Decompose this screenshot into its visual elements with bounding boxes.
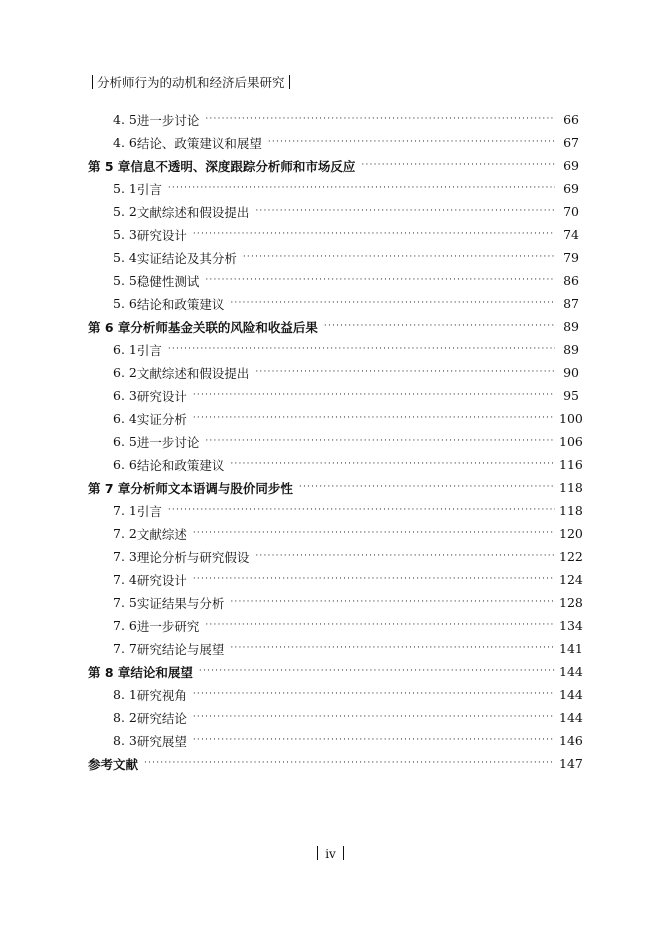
toc-section-entry[interactable] [88,223,579,246]
toc-section-entry[interactable] [88,499,583,522]
toc-entry-page: 128 [559,595,583,610]
toc-section-entry[interactable] [88,384,579,407]
toc-section-entry[interactable] [88,131,579,154]
toc-section-entry[interactable] [88,683,583,706]
dot-leader [361,154,555,177]
toc-entry-title: 引言 [136,342,162,358]
dot-leader [255,545,555,568]
dot-leader [255,361,555,384]
toc-section-entry[interactable] [88,706,583,729]
toc-entry-title: 研究设计 [136,227,187,243]
toc-entry-title: 结论和政策建议 [136,296,225,312]
toc-entry-number: 7. 4 [113,572,137,587]
toc-entry-number: 第 7 章 [88,480,131,496]
toc-section-entry[interactable] [88,430,583,453]
page-number: iv [325,847,336,861]
toc-entry-title: 文献综述和假设提出 [136,204,250,220]
toc-entry-page: 146 [559,733,583,748]
dot-leader [193,729,555,752]
toc-section-entry[interactable] [88,361,579,384]
toc-entry-title: 文献综述 [136,526,187,542]
toc-section-entry[interactable] [88,338,579,361]
dot-leader [193,384,555,407]
dot-leader [230,292,555,315]
running-title: 分析师行为的动机和经济后果研究 [97,75,285,90]
dot-leader [299,476,555,499]
toc-entry-page: 144 [559,664,583,679]
toc-entry-title: 进一步讨论 [136,434,200,450]
toc-entry-title: 实证分析 [136,411,187,427]
toc-entry-page: 66 [563,112,579,127]
dot-leader [268,131,555,154]
toc-entry-title: 文献综述和假设提出 [136,365,250,381]
toc-entry-title: 研究结论 [136,710,187,726]
toc-entry-title: 进一步研究 [136,618,200,634]
toc-entry-number: 7. 2 [113,526,137,541]
dot-leader [230,591,555,614]
toc-entry-page: 87 [563,296,579,311]
header-left-rule [92,75,93,89]
toc-entry-page: 118 [559,480,583,495]
toc-entry-title: 研究设计 [136,388,187,404]
dot-leader [193,706,555,729]
toc-entry-number: 6. 4 [113,411,137,426]
toc-entry-page: 106 [559,434,583,449]
toc-entry-number: 6. 1 [113,342,137,357]
toc-entry-number: 8. 2 [113,710,137,725]
toc-entry-title: 研究视角 [136,687,187,703]
toc-entry-page: 74 [563,227,579,242]
toc-entry-page: 100 [559,411,583,426]
toc-entry-page: 90 [563,365,579,380]
toc-section-entry[interactable] [88,246,579,269]
toc-entry-page: 147 [559,756,583,771]
toc-entry-number: 5. 5 [113,273,137,288]
toc-entry-number: 7. 3 [113,549,137,564]
toc-entry-page: 69 [563,158,579,173]
table-of-contents [88,108,583,775]
dot-leader [168,338,555,361]
toc-entry-page: 69 [563,181,579,196]
toc-entry-page: 122 [559,549,583,564]
toc-section-entry[interactable] [88,453,583,476]
toc-entry-title: 分析师基金关联的风险和收益后果 [130,319,318,335]
dot-leader [205,614,555,637]
toc-section-entry[interactable] [88,200,579,223]
toc-entry-page: 79 [563,250,579,265]
toc-chapter-entry[interactable] [88,315,579,338]
toc-entry-title: 实证结果与分析 [136,595,225,611]
toc-section-entry[interactable] [88,269,579,292]
toc-chapter-entry[interactable] [88,752,583,775]
footer-left-rule [317,846,318,860]
toc-section-entry[interactable] [88,614,583,637]
toc-entry-page: 144 [559,687,583,702]
toc-section-entry[interactable] [88,177,579,200]
toc-entry-number: 6. 6 [113,457,137,472]
dot-leader [324,315,555,338]
toc-entry-number: 8. 3 [113,733,137,748]
dot-leader [193,407,555,430]
toc-entry-page: 141 [559,641,583,656]
toc-entry-title: 引言 [136,503,162,519]
toc-entry-number: 第 5 章 [88,158,131,174]
toc-entry-number: 7. 6 [113,618,137,633]
toc-entry-number: 8. 1 [113,687,137,702]
toc-entry-title: 结论和展望 [130,664,193,680]
toc-entry-number: 第 6 章 [88,319,131,335]
toc-chapter-entry[interactable] [88,154,579,177]
running-header [88,73,294,91]
toc-entry-title: 研究设计 [136,572,187,588]
dot-leader [230,453,555,476]
dot-leader [193,223,555,246]
toc-entry-number: 7. 1 [113,503,137,518]
toc-section-entry[interactable] [88,108,579,131]
toc-entry-number: 4. 6 [113,135,137,150]
toc-entry-page: 86 [563,273,579,288]
toc-entry-number: 6. 3 [113,388,137,403]
toc-section-entry[interactable] [88,292,579,315]
dot-leader [199,660,555,683]
toc-section-entry[interactable] [88,637,583,660]
toc-entry-number: 第 8 章 [88,664,131,680]
toc-entry-title: 研究结论与展望 [136,641,225,657]
toc-entry-number: 6. 5 [113,434,137,449]
toc-section-entry[interactable] [88,545,583,568]
footer-right-rule [343,846,344,860]
dot-leader [193,568,555,591]
toc-entry-title: 稳健性测试 [136,273,200,289]
toc-entry-page: 144 [559,710,583,725]
toc-entry-title: 分析师文本语调与股价同步性 [130,480,293,496]
toc-entry-page: 95 [563,388,579,403]
toc-entry-page: 134 [559,618,583,633]
toc-entry-page: 120 [559,526,583,541]
dot-leader [144,752,555,775]
toc-section-entry[interactable] [88,591,583,614]
toc-entry-number: 5. 1 [113,181,137,196]
dot-leader [205,430,555,453]
dot-leader [243,246,555,269]
toc-entry-title: 实证结论及其分析 [136,250,237,266]
page-footer [0,846,661,861]
toc-entry-page: 89 [563,319,579,334]
dot-leader [168,177,555,200]
toc-entry-title: 参考文献 [88,756,139,772]
toc-entry-number: 4. 5 [113,112,137,127]
toc-section-entry[interactable] [88,568,583,591]
toc-entry-title: 信息不透明、深度跟踪分析师和市场反应 [130,158,356,174]
toc-section-entry[interactable] [88,522,583,545]
toc-entry-number: 5. 2 [113,204,137,219]
toc-entry-title: 结论、政策建议和展望 [136,135,262,151]
toc-entry-page: 124 [559,572,583,587]
toc-entry-number: 5. 3 [113,227,137,242]
toc-entry-page: 118 [559,503,583,518]
toc-entry-title: 引言 [136,181,162,197]
toc-entry-page: 67 [563,135,579,150]
toc-entry-page: 70 [563,204,579,219]
toc-chapter-entry[interactable] [88,660,583,683]
toc-entry-title: 理论分析与研究假设 [136,549,250,565]
toc-entry-page: 89 [563,342,579,357]
dot-leader [205,108,555,131]
toc-entry-page: 116 [559,457,583,472]
dot-leader [168,499,555,522]
toc-entry-number: 5. 4 [113,250,137,265]
toc-entry-number: 5. 6 [113,296,137,311]
toc-entry-title: 进一步讨论 [136,112,200,128]
dot-leader [205,269,555,292]
toc-entry-number: 6. 2 [113,365,137,380]
toc-section-entry[interactable] [88,407,583,430]
header-right-rule [289,75,290,89]
toc-entry-title: 研究展望 [136,733,187,749]
toc-entry-number: 7. 7 [113,641,137,656]
toc-chapter-entry[interactable] [88,476,583,499]
toc-entry-number: 7. 5 [113,595,137,610]
dot-leader [255,200,555,223]
toc-section-entry[interactable] [88,729,583,752]
dot-leader [193,522,555,545]
dot-leader [193,683,555,706]
dot-leader [230,637,555,660]
toc-entry-title: 结论和政策建议 [136,457,225,473]
